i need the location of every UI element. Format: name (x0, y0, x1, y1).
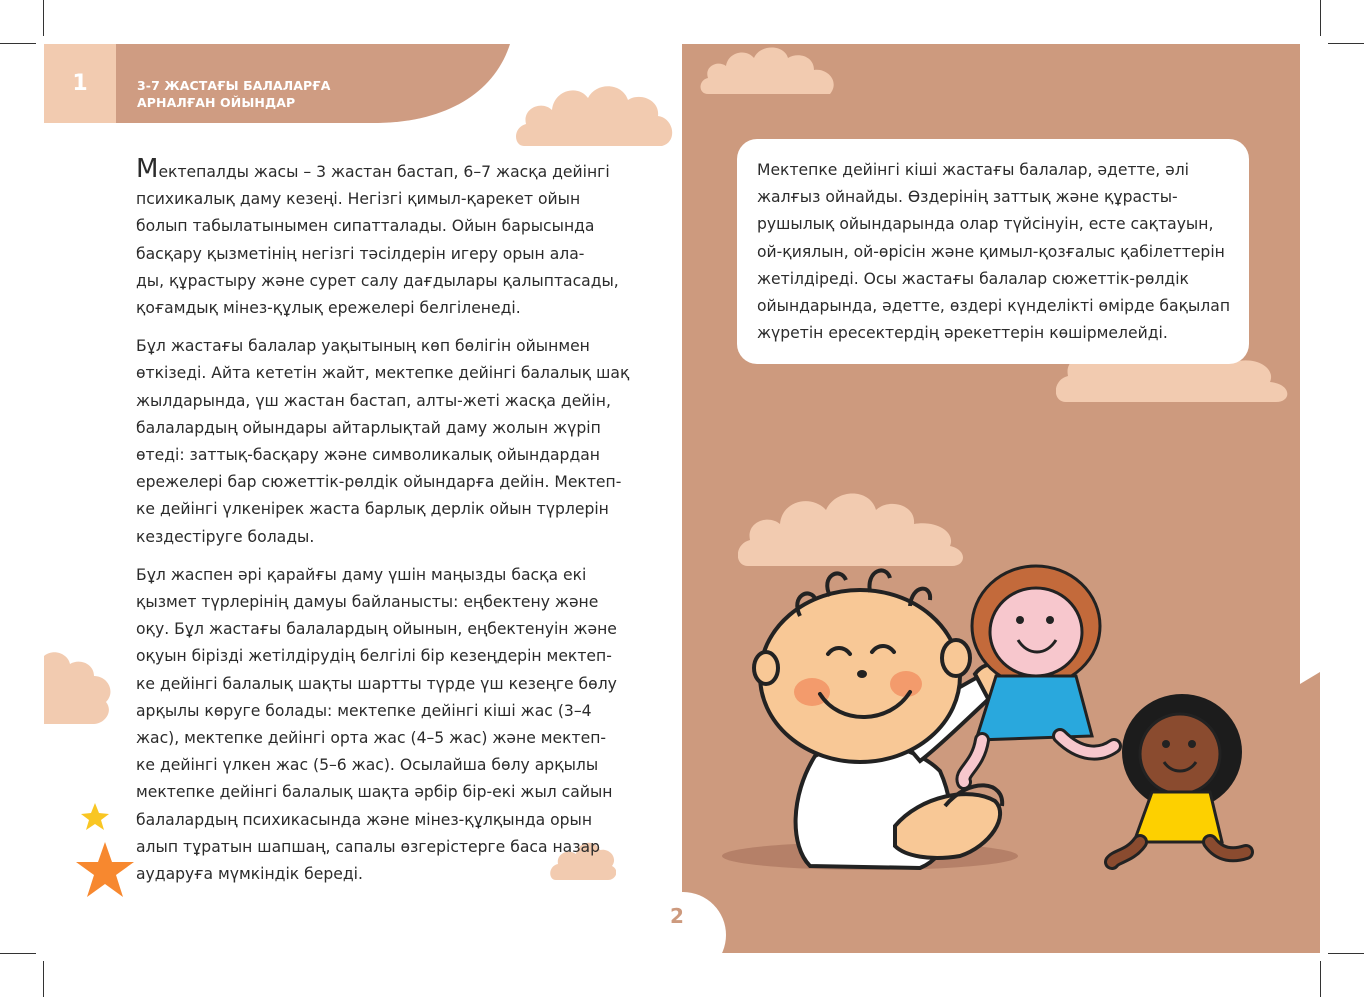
text-line: алып тұратын шапшаң, сапалы өзгерістерге баса назар (136, 837, 600, 856)
baby-illustration (720, 556, 1280, 886)
text-line: оқу. Бұл жастағы балалардың ойынын, еңбектенуін және (136, 620, 617, 639)
crop-mark (0, 953, 36, 954)
text-line: арқылы көруге болады: мектепке дейінгі кіші жас (3–4 (136, 701, 592, 720)
crop-mark (1328, 953, 1364, 954)
text-line: кездестіруге болады. (136, 527, 315, 546)
callout-text (757, 157, 1237, 347)
text-line: ды, құрастыру және сурет салу дағдылары қалыптасады, (136, 271, 619, 290)
text-line: ке дейінгі балалық шақты шартты түрде үш кезеңге бөлу (136, 674, 617, 693)
text-line: ережелері бар сюжеттік-рөлдік ойындарға дейін. Мектеп- (136, 473, 622, 492)
text-line: қоғамдық мінез-құлық ережелері белгіленеді. (136, 299, 521, 318)
star-icon (80, 802, 110, 832)
text-line (136, 156, 616, 186)
text-line: ке дейінгі үлкенірек жаста барлық дерлік ойын түрлерін (136, 500, 609, 519)
cloud-icon (700, 44, 840, 96)
page-edge-notch (1300, 44, 1320, 684)
callout-line: Мектепке дейінгі кіші жастағы балалар, әдетте, әлі (757, 161, 1189, 179)
page-number-left: 1 (72, 71, 88, 96)
callout-line: жетілдіреді. Осы жастағы балалар сюжеттік-рөлдік (757, 269, 1189, 288)
cloud-icon (514, 78, 676, 150)
paragraph (136, 154, 619, 322)
text-line: психикалық даму кезеңі. Негізгі қимыл-қарекет ойын (136, 190, 581, 209)
text-line: Бұл жаспен әрі қарайғы даму үшін маңызды басқа екі (136, 565, 587, 584)
text-line: жас), мектепке дейінгі орта жас (4–5 жас) және мектеп- (136, 729, 607, 748)
dropcap: М (136, 154, 159, 184)
star-icon (74, 840, 136, 900)
callout-line: рушылық ойындарында олар түйсінуін, есте сақтауын, (757, 215, 1214, 234)
body-text (136, 154, 630, 899)
crop-mark (1320, 961, 1321, 997)
paragraph (136, 562, 616, 888)
text-line: оқуын бірізді жетілдірудің белгілі бір кезеңдерін мектеп- (136, 647, 612, 666)
text-line: балалардың психикасында және мінез-құлқында орын (136, 810, 593, 829)
crop-mark (43, 0, 44, 36)
crop-mark (0, 43, 36, 44)
text-line: өтеді: заттық-басқару және символикалық ойындардан (136, 446, 600, 465)
callout-line: жалғыз ойнайды. Өздерінің заттық және құрасты- (757, 188, 1178, 207)
callout-line: ойындарында, әдетте, өздері күнделікті өмірде бақылап (757, 297, 1231, 316)
crop-mark (43, 961, 44, 997)
text-line: болып табылатынымен сипатталады. Ойын барысында (136, 217, 595, 236)
text-line: жылдарында, үш жастан бастап, алты-жеті жасқа дейін, (136, 391, 611, 410)
callout-line: ой-қиялын, ой-өрісін және қимыл-қозғалыс қабілеттерін (757, 242, 1225, 261)
text-line: өткізеді. Айта кететін жайт, мектепке дейінгі балалық шақ (136, 364, 630, 383)
text-line: қызмет түрлерінің дамуы байланысты: еңбектену және (136, 593, 599, 612)
page-number-right: 2 (670, 904, 684, 928)
chapter-title-line: АРНАЛҒАН ОЙЫНДАР (137, 95, 296, 110)
cloud-icon (44, 652, 114, 724)
text-line: мектепке дейінгі балалық шақта әрбір бір-екі жыл сайын (136, 783, 613, 802)
text-line: ке дейінгі үлкен жас (5–6 жас). Осылайша бөлу арқылы (136, 756, 599, 775)
callout-line: жүретін ересектердің әрекеттерін көшірмелейді. (757, 324, 1168, 343)
text-line: аударуға мүмкіндік береді. (136, 865, 363, 884)
chapter-title (137, 77, 330, 111)
text-line: басқару қызметінің негізгі тәсілдерін игеру орын ала- (136, 244, 585, 263)
chapter-title-line: 3-7 ЖАСТАҒЫ БАЛАЛАРҒА (137, 78, 331, 93)
paragraph (136, 333, 630, 551)
text-line-content: ектепалды жасы – 3 жастан бастап, 6–7 жасқа дейінгі (158, 163, 610, 181)
text-line: балалардың ойындары айтарлықтай даму жолын жүріп (136, 418, 601, 437)
crop-mark (1328, 43, 1364, 44)
text-line: Бұл жастағы балалар уақытының көп бөлігін ойынмен (136, 337, 590, 356)
crop-mark (1320, 0, 1321, 36)
